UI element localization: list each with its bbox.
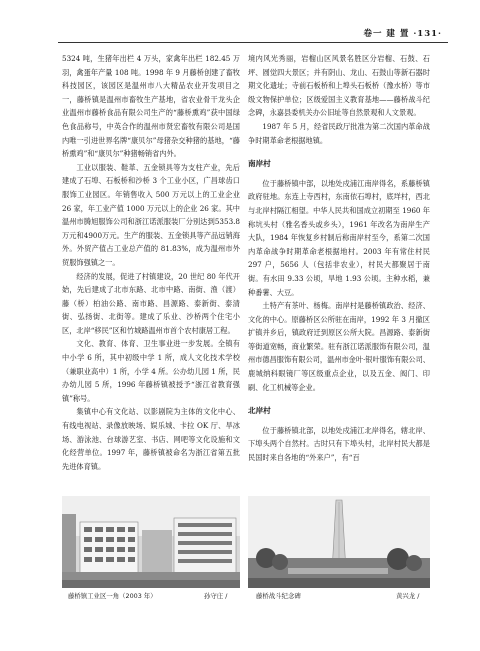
photo-right-credit: 黄兴龙 / <box>396 592 420 600</box>
section-title-beian: 北岸村 <box>248 406 271 416</box>
header-rule <box>58 42 448 43</box>
left-paragraph-4: 文化、教育、体育、卫生事业进一步发展。全镇有中小学 6 所，其中初级中学 1 所，成人文化技术学校（兼职业高中）1 所，小学 4 所。公办幼儿园 1 所，民办幼儿园 5 所，1996 年藤桥镇被授予“浙江省教育强镇”称号。 <box>62 339 240 403</box>
memorial-monument-illustration <box>248 496 430 588</box>
left-paragraph-5: 集镇中心有文化站、以影剧院为主体的文化中心、有线电视站、录像放映场、娱乐城、卡拉 OK 厅、旱冰场、游泳池、台球游艺室、书店、网吧等文化设施和文化经营单位。1997 年，藤桥镇被命名为浙江省第五批先进体育镇。 <box>62 407 240 471</box>
photo-left-credit: 孙守庄 / <box>204 592 228 600</box>
nanan-paragraph-2: 土特产有茶叶、杨梅。南岸村是藤桥镇政治、经济、文化的中心。原藤桥区公所驻在南岸，1992 年 3 月撤区扩镇并乡后，镇政府迁到原区公所大院。昌源路、泰新街等街道宽畅，商业繁荣。驻有浙江诺派服饰有限公司，温州市德昌服饰有限公司，温州市金叶·银叶服饰有限公司、鹿城纳科眼镜厂等区级重点企业，以及五金、阀门、印刷、化工机械等企业。 <box>248 301 430 392</box>
right-intro-paragraph-2: 1987 年 5 月，经省民政厅批准为第二次国内革命战争时期革命老根据地镇。 <box>248 121 430 145</box>
header-title: 卷一 建 置 ·131· <box>363 29 442 39</box>
left-paragraph-2: 工业以服装、鞋革、五金锁具等为支柱产业，先后建成了石埠、石板桥和沙桥 3 个工业小区，广昌球齿口服饰工业园区。年销售收入 500 万元以上的工业企业 26 家，年工业产值 1000 万元以上的企业 26 家。其中温州市腾旭服饰公司和浙江诺派服装厂分别达到5353.8万元和4900万元。生产的服装、五金锁具等产品远销海外。外贸产值占工业总产值的 81.83%，成为温州市外贸服饰强镇之一。 <box>62 162 240 267</box>
left-paragraph-3: 经济的发展，促进了村镇建设，20 世纪 80 年代开始，先后建成了北市东路、北市中路、南街、渔（渡）藤（桥）柏油公路、南市路、昌源路、泰新街、泰清街、弘扬街、北街等。建成了乐业、沙桥两个住宅小区，北岸“移民”区和竹城路温州市首个农村康居工程。 <box>62 271 240 335</box>
section-title-nanan: 南岸村 <box>248 159 271 169</box>
page-header <box>0 0 480 48</box>
photo-left-caption: 藤桥镇工业区一角（2003 年） <box>68 592 157 600</box>
nanan-paragraph-1: 位于藤桥镇中部，以地处戍浦江南岸得名，系藤桥镇政府驻地。东连上寺西村，东南依石埠村，底垟村，西北与北岸村隔江相望。中华人民共和国成立初期至 1960 年称坑头村（雅名香头或乡头），1961 年改名为南岸生产大队，1984 年恢复乡村制后称南岸村至今，系第二次国内革命战争时期革命老根据地村。2003 年有常住村民 297 户，5656 人（包括非农业），村民大都聚居于南街。有水田 9.33 公顷，旱地 1.93 公顷。主种水稻，兼种番薯、大豆。 <box>248 178 430 297</box>
industrial-zone-illustration <box>62 496 240 588</box>
photo-memorial-monument <box>248 496 430 588</box>
photo-right-caption: 藤桥战斗纪念碑 <box>256 592 301 600</box>
right-intro-paragraph-1: 境内风光秀丽，岩榴山区风景名胜区分岩榴、石鼓、石坪、圆觉四大景区；并有阴山、龙山、石鼓山等新石器时期文化遗址；寺前石板桥和上埠头石板桥（豫水桥）等市级文物保护单位；区级爱国主义教育基地——藤桥战斗纪念碑，永嘉县委机关办公旧址等自然景观和人文景观。 <box>248 54 430 118</box>
beian-paragraph-1: 位于藤桥镇北部，以地处戍浦江北岸得名，辖北岸、下埠头两个自然村。古时只有下埠头村，北岸村民大都是民国时来自各地的“外来户”，有“百 <box>248 425 430 463</box>
left-paragraph-1: 5324 吨，生猪年出栏 4 万头，家禽年出栏 182.45 万羽，禽蛋年产量 108 吨。1998 年 9 月藤桥创建了畜牧科技园区，该园区是温州市八大精品农业开发项目之一，藤桥镇是温州市畜牧生产基地，省农业骨干龙头企业温州市藤桥食品有限公司生产的“藤桥熏鸡”获中国绿色食品称号，中英合作的温州市贤宏畜牧有限公司是国内唯一引进世界名牌“康贝尔”母猪杂交种猪的基地，“藤桥熏鸡”和“康贝尔”种猪畅销省内外。 <box>62 54 240 159</box>
photo-industrial-zone <box>62 496 240 588</box>
right-column <box>248 52 430 465</box>
left-column <box>62 52 240 473</box>
